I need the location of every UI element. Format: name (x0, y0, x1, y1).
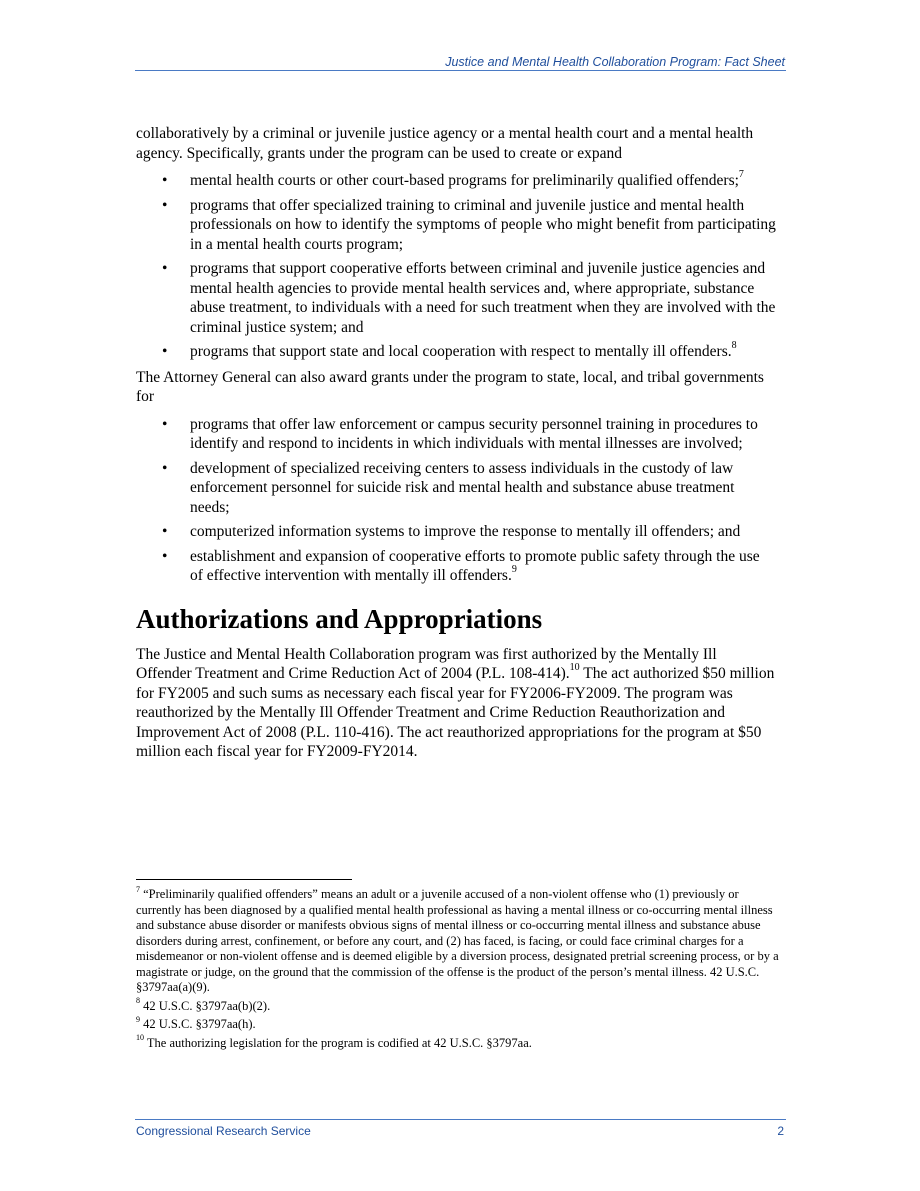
bullet-icon: • (162, 260, 168, 277)
list-item (136, 339, 776, 362)
footnote-text: 42 U.S.C. §3797aa(h). (143, 1017, 256, 1031)
bullet-icon: • (162, 523, 168, 540)
list-item-text: programs that support state and local cooperation with respect to mentally ill offenders. (190, 343, 732, 360)
footnote-number: 7 (136, 884, 140, 894)
bullet-icon: • (162, 415, 168, 433)
list-item-text: mental health courts or other court-based programs for preliminarily qualified offenders; (190, 172, 739, 189)
footer-source: Congressional Research Service (136, 1124, 311, 1138)
footnote-ref[interactable]: 10 (569, 661, 580, 673)
authorizations-paragraph (136, 645, 776, 762)
header-rule (135, 70, 786, 71)
footer-rule (135, 1119, 786, 1120)
list-item (136, 259, 776, 337)
page-number: 2 (777, 1124, 784, 1138)
footnote-ref[interactable]: 8 (731, 339, 737, 351)
footnote-number: 10 (136, 1033, 144, 1043)
footnote-ref[interactable]: 9 (511, 563, 517, 575)
list-item (136, 168, 776, 191)
list-item-text: computerized information systems to improve the response to mentally ill offenders; and (190, 523, 741, 540)
authorizations-text-a: The Justice and Mental Health Collaboration program was first authorized by the Mentally Ill Offender Treatment and Crime Reduction Act of 2004 (P.L. 108-414). (136, 645, 717, 682)
authorizations-text-b: The act authorized $50 million for FY2005 and such sums as necessary each fiscal year for FY2006-FY2009. The program was reauthorized by the Mentally Ill Offender Treatment and Crime Reduction Reauthorization and Improvement Act of 2008 (P.L. 110-416). The act reauthorized appropriations for the program at $50 million each fiscal year for FY2009-FY2014. (136, 665, 775, 760)
footnotes (136, 884, 786, 1054)
bullet-icon: • (162, 172, 168, 189)
list-item-text: programs that offer law enforcement or campus security personnel training in procedures to identify and respond to incidents in which individuals with mental illnesses are involved; (190, 415, 758, 452)
body-text (136, 124, 776, 762)
footnote-number: 9 (136, 1014, 140, 1024)
section-heading: Authorizations and Appropriations (136, 603, 543, 634)
bullet-icon: • (162, 196, 168, 214)
footnote (136, 996, 786, 1015)
running-header: Justice and Mental Health Collaboration Program: Fact Sheet (445, 55, 785, 69)
bullet-icon: • (162, 343, 168, 360)
footnote-number: 8 (136, 996, 140, 1006)
footnote-separator (136, 879, 352, 880)
list-item-text: programs that offer specialized training to criminal and juvenile justice and mental health professionals on how to identify the symptoms of people who might benefit from participating in a mental health courts program; (190, 196, 776, 253)
list-item (136, 547, 776, 586)
list-item (136, 459, 776, 518)
tribal-grants-list (136, 415, 776, 586)
attorney-general-paragraph: The Attorney General can also award grants under the program to state, local, and tribal governments for (136, 368, 764, 405)
bullet-icon: • (162, 547, 168, 565)
list-item (136, 522, 776, 542)
footnote (136, 1033, 786, 1052)
list-item-text: development of specialized receiving centers to assess individuals in the custody of law enforcement personnel for suicide risk and mental health and substance abuse treatment needs; (190, 459, 735, 516)
grant-uses-list (136, 168, 776, 362)
bullet-icon: • (162, 459, 168, 477)
footnote-text: The authorizing legislation for the program is codified at 42 U.S.C. §3797aa. (146, 1035, 532, 1050)
footnote-text: 42 U.S.C. §3797aa(b)(2). (143, 998, 271, 1013)
footnote-ref[interactable]: 7 (738, 168, 744, 180)
list-item-text: establishment and expansion of cooperative efforts to promote public safety through the use of effective intervention with mentally ill offenders. (190, 547, 760, 584)
footnote (136, 884, 786, 996)
footnote (136, 1014, 786, 1033)
footnote-text: “Preliminarily qualified offenders” means an adult or a juvenile accused of a non-violent offense who (1) previously or currently has been diagnosed by a qualified mental health professional as having a mental illness or co-occurring mental illness and substance abuse disorder or manifests obvious signs of mental illness or co-occurring mental illness and substance abuse disorders during arrest, confinement, or before any court, and (2) has faced, is facing, or could face criminal charges for a misdemeanor or non-violent offense and is deemed eligible by a diversion process, designated pretrial screening process, or by a magistrate or judge, on the ground that the commission of the offense is the product of the person’s mental illness. 42 U.S.C. §3797aa(a)(9). (136, 887, 779, 994)
list-item (136, 196, 776, 255)
list-item (136, 415, 776, 454)
intro-paragraph: collaboratively by a criminal or juvenile justice agency or a mental health court and a mental health agency. Specifically, grants under the program can be used to create or expand (136, 125, 754, 162)
list-item-text: programs that support cooperative efforts between criminal and juvenile justice agencies and mental health agencies to provide mental health services and, where appropriate, substance abuse treatment, to individuals with a need for such treatment when they are involved with the criminal justice system; and (190, 260, 776, 336)
